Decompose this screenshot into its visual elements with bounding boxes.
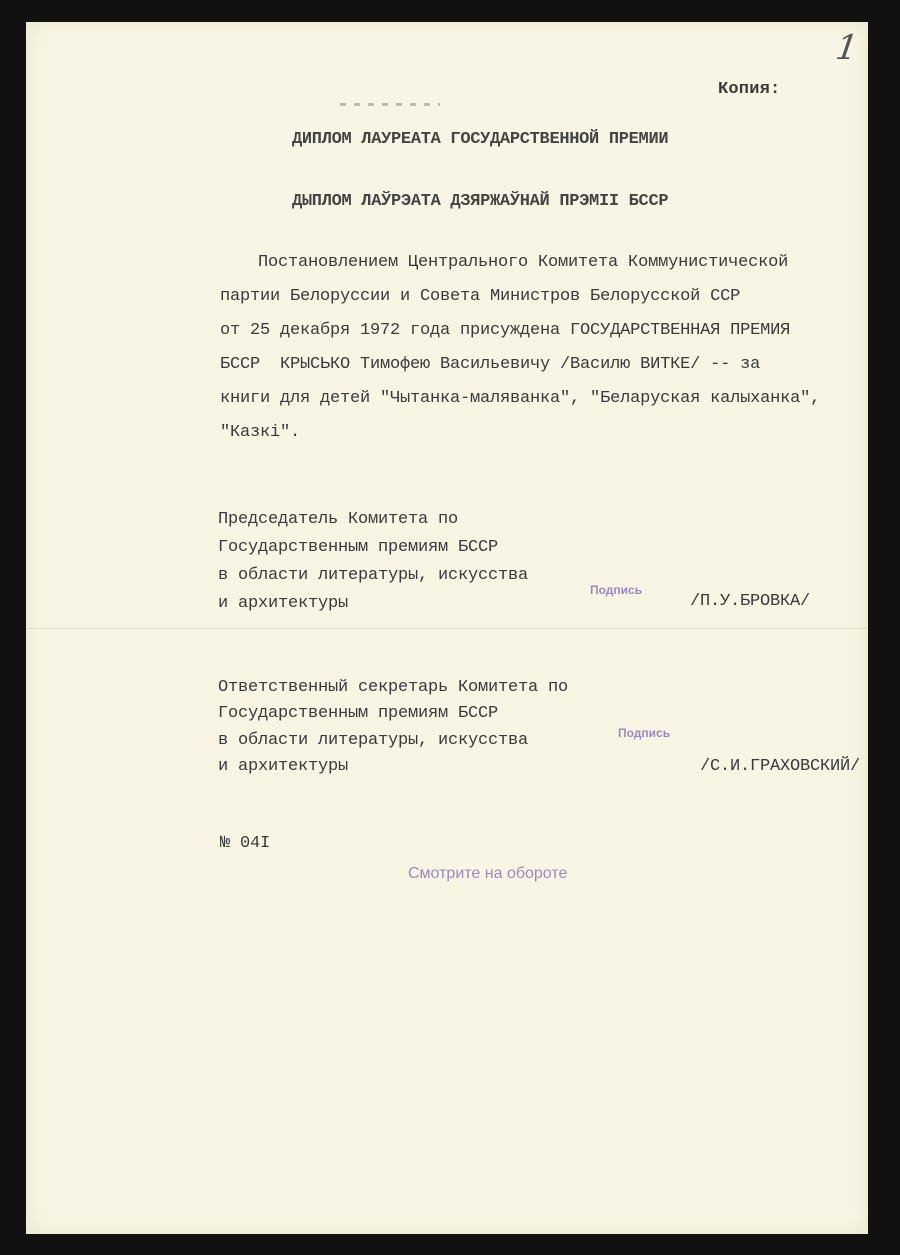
signatory-title-line: Ответственный секретарь Комитета по [218,678,569,697]
paper-fold-line [26,628,868,629]
signatory-name: /П.У.БРОВКА/ [690,592,811,611]
body-line: партии Белоруссии и Совета Министров Белорусской ССР [220,287,741,306]
title-belarusian: ДЫПЛОМ ЛАЎРЭАТА ДЗЯРЖАЎНАЙ ПРЭМІІ БССР [292,192,669,211]
signatory-title-line: Государственным премиям БССР [218,704,499,723]
title-russian: ДИПЛОМ ЛАУРЕАТА ГОСУДАРСТВЕННОЙ ПРЕМИИ [292,130,669,149]
faint-typewriter-marks [340,103,440,106]
signatory-title-line: и архитектуры [218,594,349,613]
signatory-title-line: Председатель Комитета по [218,510,459,529]
signatory-title-line: и архитектуры [218,757,349,776]
body-line: Постановлением Центрального Комитета Коммунистической [258,253,789,272]
copy-mark: Копия: [718,80,781,99]
reverse-side-stamp: Смотрите на обороте [408,865,568,882]
body-line: БССР КРЫСЬКО Тимофею Васильевичу /Василю ВИТКЕ/ -- за [220,355,761,374]
body-line: "Казкі". [220,423,301,442]
body-line: от 25 декабря 1972 года присуждена ГОСУДАРСТВЕННАЯ ПРЕМИЯ [220,321,791,340]
body-line: книги для детей "Чытанка-маляванка", "Беларуская калыханка", [220,389,821,408]
handwritten-page-number: 1 [833,28,861,68]
signatory-title-line: в области литературы, искусства [218,566,529,585]
signature-stamp: Подпись [590,583,643,597]
signatory-name: /С.И.ГРАХОВСКИЙ/ [700,757,861,776]
signature-stamp: Подпись [618,726,671,740]
signatory-title-line: в области литературы, искусства [218,731,529,750]
signatory-title-line: Государственным премиям БССР [218,538,499,557]
document-number: № 04I [220,834,271,853]
